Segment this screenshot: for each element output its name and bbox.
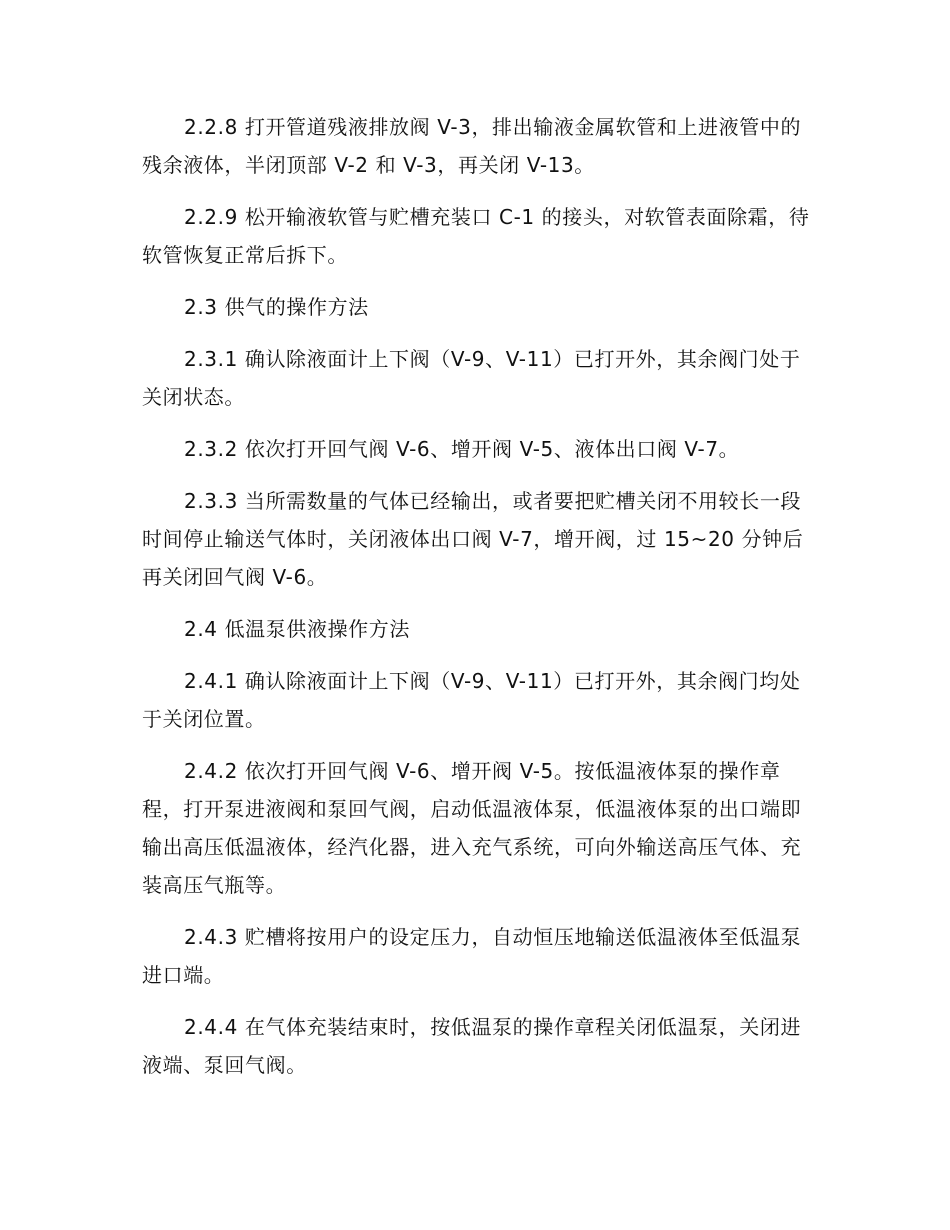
paragraph-2-4-1: 2.4.1 确认除液面计上下阀（V-9、V-11）已打开外，其余阀门均处于关闭位置。 (142, 669, 801, 731)
section-heading-2-3: 2.3 供气的操作方法 (184, 295, 369, 319)
paragraph-2-4-4: 2.4.4 在气体充装结束时，按低温泵的操作章程关闭低温泵，关闭进液端、泵回气阀。 (142, 1015, 802, 1077)
paragraph-2-3-3: 2.3.3 当所需数量的气体已经输出，或者要把贮槽关闭不用较长一段时间停止输送气体时，关闭液体出口阀 V-7，增开阀，过 15~20 分钟后再关闭回气阀 V-6。 (142, 489, 804, 589)
paragraph-2-2-8: 2.2.8 打开管道残液排放阀 V-3，排出输液金属软管和上进液管中的残余液体，半闭顶部 V-2 和 V-3，再关闭 V-13。 (142, 115, 802, 177)
paragraph-2-4-2: 2.4.2 依次打开回气阀 V-6、增开阀 V-5。按低温液体泵的操作章程，打开泵进液阀和泵回气阀，启动低温液体泵，低温液体泵的出口端即输出高压低温液体，经汽化器，进入充气系统，可向外输送高压气体、充装高压气瓶等。 (142, 759, 802, 897)
paragraph-2-3-1: 2.3.1 确认除液面计上下阀（V-9、V-11）已打开外，其余阀门处于关闭状态。 (142, 347, 801, 409)
section-heading-2-4: 2.4 低温泵供液操作方法 (184, 617, 410, 641)
paragraph-2-2-9: 2.2.9 松开输液软管与贮槽充装口 C-1 的接头，对软管表面除霜，待软管恢复正常后拆下。 (142, 205, 810, 267)
paragraph-2-4-3: 2.4.3 贮槽将按用户的设定压力，自动恒压地输送低温液体至低温泵进口端。 (142, 925, 802, 987)
document-body (142, 108, 810, 1098)
paragraph-2-3-2: 2.3.2 依次打开回气阀 V-6、增开阀 V-5、液体出口阀 V-7。 (184, 437, 740, 461)
